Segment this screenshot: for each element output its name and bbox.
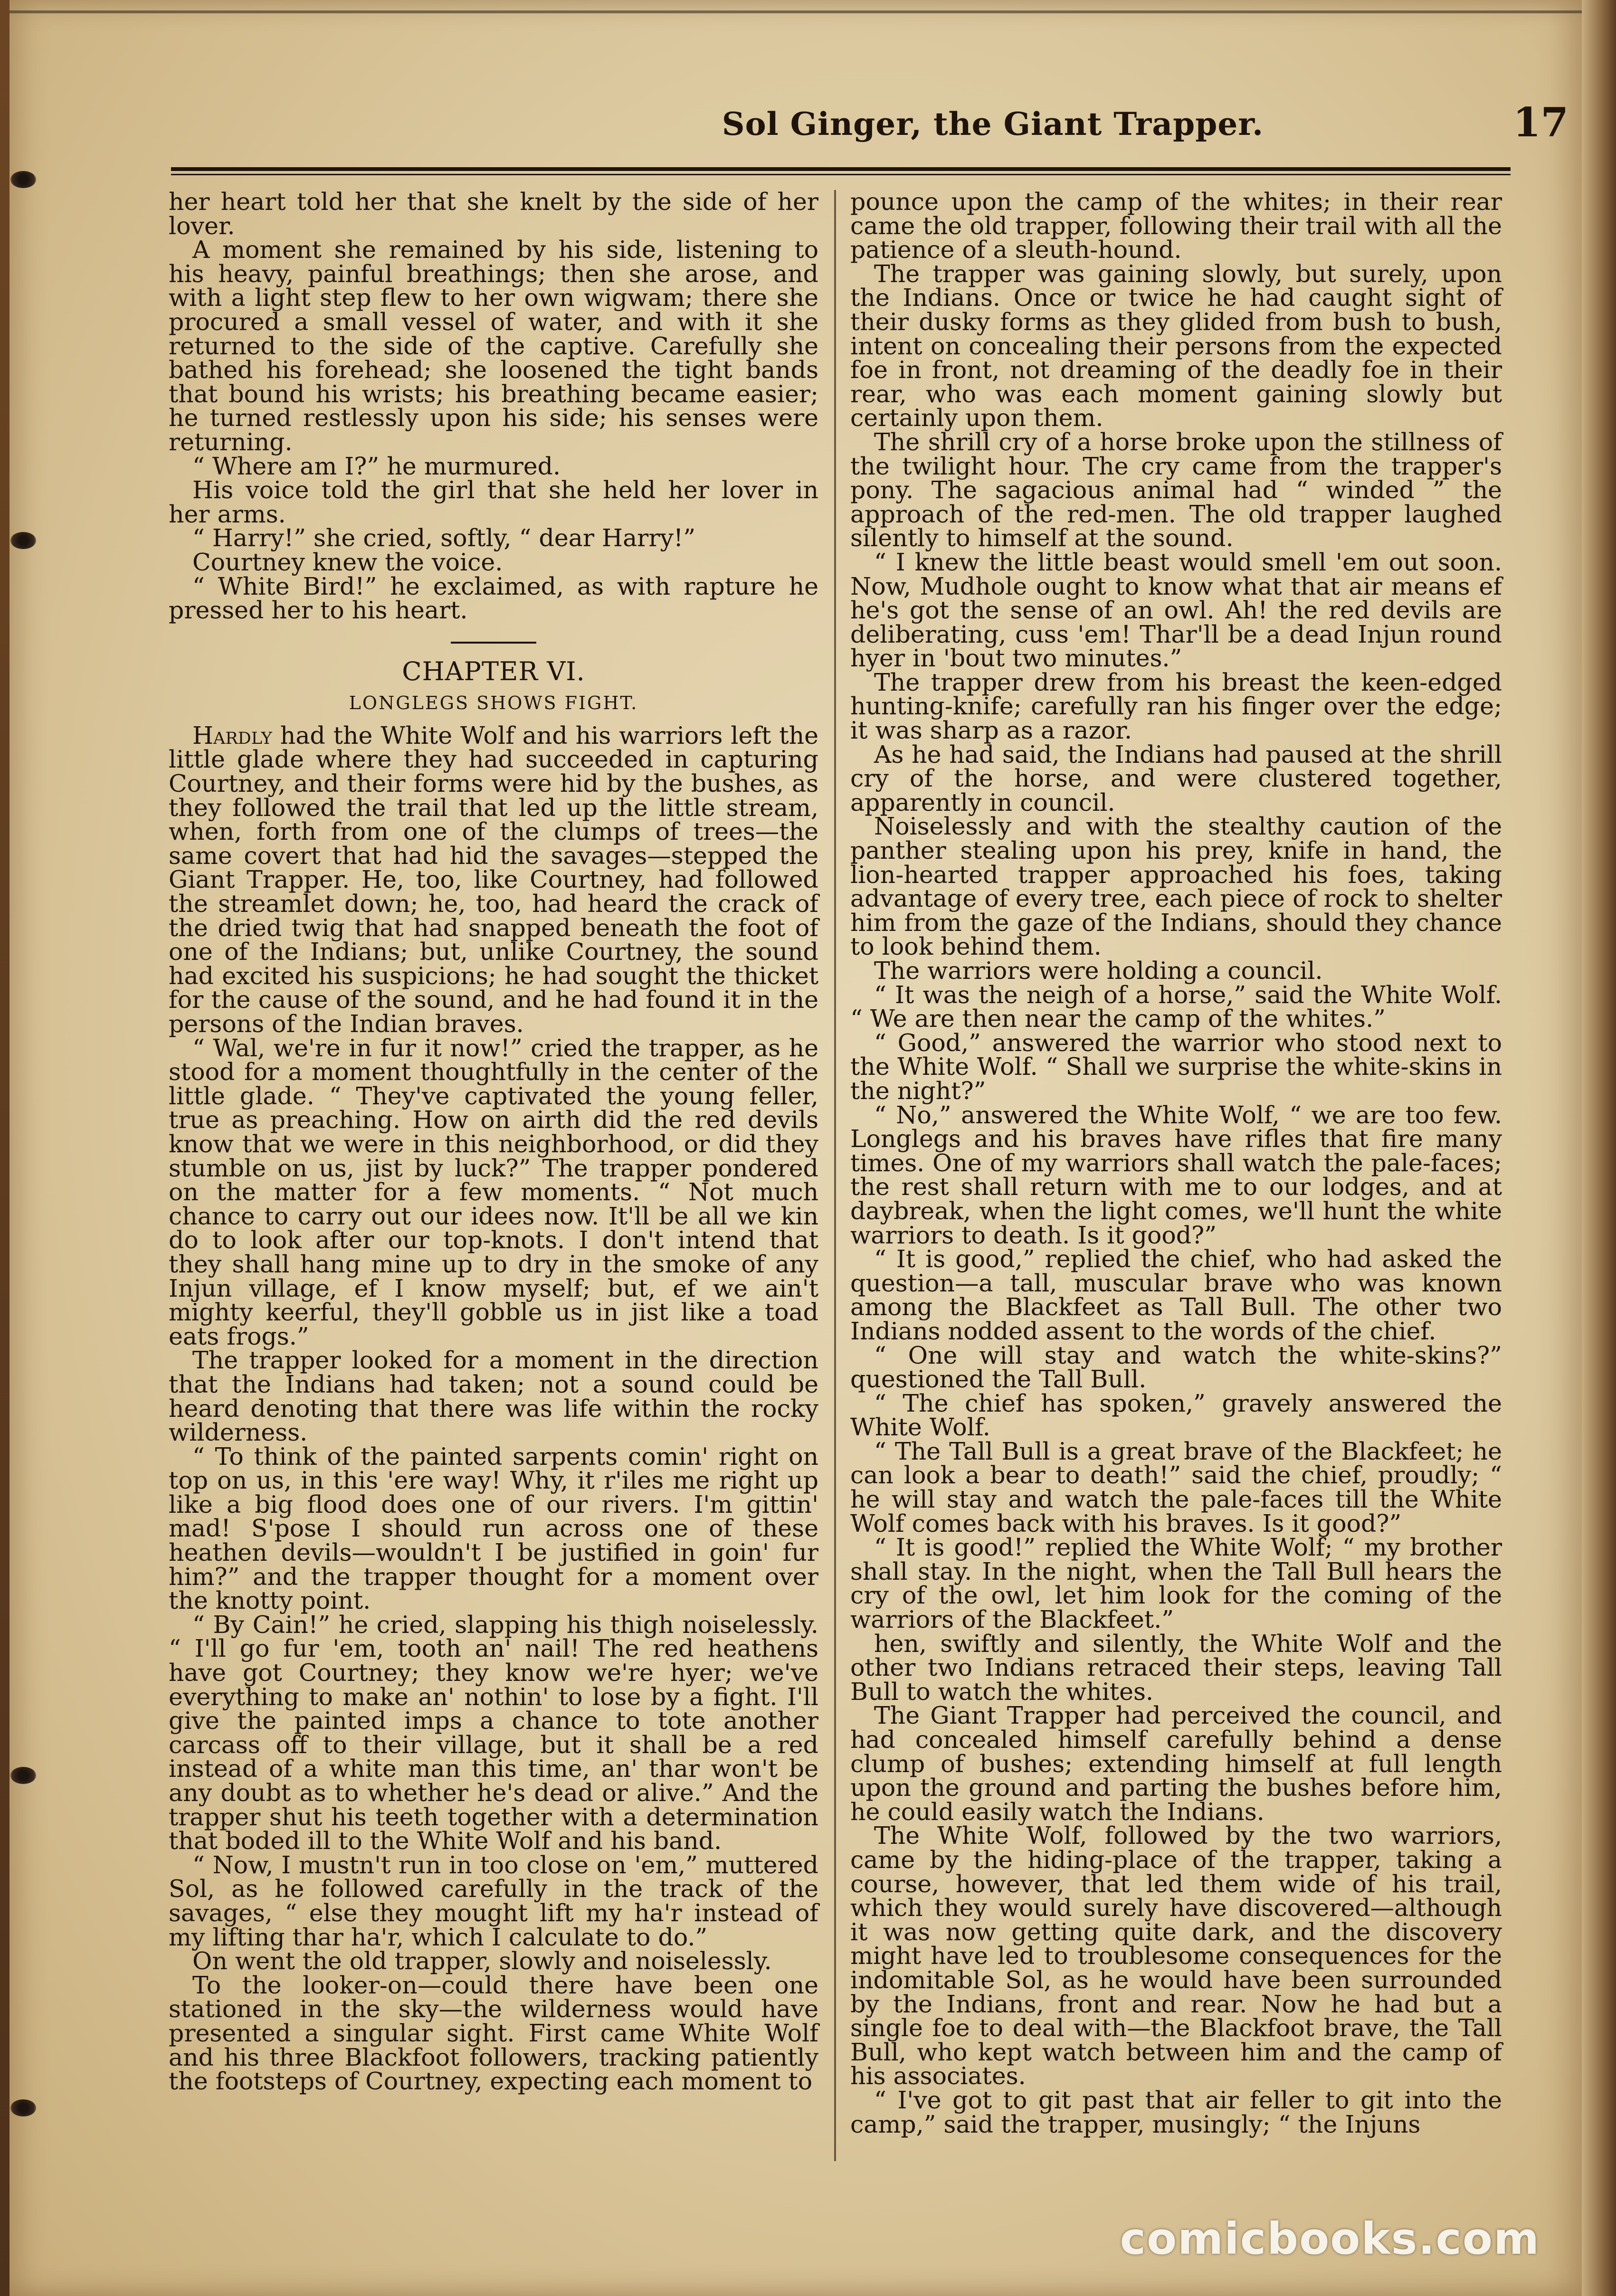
paragraph: The warriors were holding a council. [874, 957, 1323, 985]
paragraph: The trapper was gaining slowly, but surely, upon the Indians. Once or twice he had caught sight of their dusky forms as they glided from bush to bush, intent on concealing their persons from the expected foe in front, not dreaming of the deadly foe in their rear, who was each moment gaining slowly but certainly upon them. [850, 259, 1502, 432]
paragraph: “ The Tall Bull is a great brave of the Blackfeet; he can look a bear to death!” said the chief, proudly; “ he will stay and watch the pale-faces till the White Wolf comes back with his braves. Is it good?” [850, 1437, 1502, 1537]
paragraph: The trapper drew from his breast the keen-edged hunting-knife; carefully ran his finger over the edge; it was sharp as a razor. [850, 668, 1502, 745]
page-edge [1582, 0, 1616, 2296]
paragraph: her heart told her that she knelt by the side of her lover. [169, 188, 818, 240]
top-edge-rule [10, 10, 1582, 13]
paragraph-text: had the White Wolf and his warriors left the little glade where they had succeeded in capturing Courtney, and their forms were hid by the bushes, as they followed the trail that led up the little stream, when, forth from one of the clumps of trees—the same covert that had hid the savages—stepped the Giant Trapper. He, too, like Courtney, had followed the streamlet down; he, too, had heard the crack of the dried twig that had snapped beneath the foot of one of the Indians; but, unlike Courtney, the sound had excited his suspicions; he had sought the thicket for the cause of the sound, and he had found it in the persons of the Indian braves. [169, 721, 818, 1038]
chapter-subtitle: LONGLEGS SHOWS FIGHT. [349, 693, 638, 714]
running-title: Sol Ginger, the Giant Trapper. [722, 105, 1264, 142]
chapter-title: CHAPTER VI. [169, 642, 818, 684]
paragraph: His voice told the girl that she held her lover in her arms. [169, 476, 818, 528]
paragraph: “ Harry!” she cried, softly, “ dear Harry!” [192, 524, 696, 552]
paragraph: “ By Cain!” he cried, slapping his thigh noiselessly. “ I'll go fur 'em, tooth an' nail! The red heathens have got Courtney; they know we're hyer; we've everything to make an' nothin' to lose by a fight. I'll give the painted imps a chance to tote another carcass off to their village, but it shall be a red instead of a white man this time, an' thar won't be any doubt as to whether he's dead or alive.” And the trapper shut his teeth together with a determination that boded ill to the White Wolf and his band. [169, 1610, 818, 1855]
page-number: 17 [1513, 99, 1568, 146]
paragraph: “ Wal, we're in fur it now!” cried the trapper, as he stood for a moment thoughtfully in the center of the little glade. “ They've captivated the young feller, true as preaching. How on airth did the red devils know that we were in this neighborhood, or did they stumble on us, jist by luck?” The trapper pondered on the matter for a few moments. “ Not much chance to carry out our idees now. It'll be all we kin do to look after our top-knots. I don't intend that they shall hang mine up to dry in the smoke of any Injun village, ef I know myself; but, ef we ain't mighty keerful, they'll gobble us in jist like a toad eats frogs.” [169, 1034, 818, 1350]
paragraph: As he had said, the Indians had paused at the shrill cry of the horse, and were clustered together, apparently in council. [850, 740, 1502, 816]
paragraph: “ Now, I mustn't run in too close on 'em,” muttered Sol, as he followed carefully in the track of the savages, “ else they mought lift my ha'r instead of my lifting thar ha'r, which I calculate to do.” [169, 1850, 818, 1951]
paragraph: “ One will stay and watch the white-skins?” questioned the Tall Bull. [850, 1341, 1502, 1394]
paragraph: The shrill cry of a horse broke upon the stillness of the twilight hour. The cry came from the trapper's pony. The sagacious animal had “ winded ” the approach of the red-men. The old trapper laughed silently to himself at the sound. [850, 427, 1502, 552]
paragraph: On went the old trapper, slowly and noiselessly. [192, 1947, 772, 1975]
binding-hole [10, 1767, 36, 1784]
paragraph: The White Wolf, followed by the two warriors, came by the hiding-place of the trapper, taking a course, however, that led them wide of his trail, which they would surely have discovered—although it was now getting quite dark, and the discovery might have led to troublesome consequences for the indomitable Sol, as he would have been surrounded by the Indians, front and rear. Now he had but a single foe to deal with—the Blackfoot brave, the Tall Bull, who kept watch between him and the camp of his associates. [850, 1822, 1502, 2090]
paragraph: “ To think of the painted sarpents comin' right on top on us, in this 'ere way! Why, it r'iles me right up like a big flood does one of our rivers. I'm gittin' mad! S'pose I should run across one of these heathen devils—wouldn't I be justified in goin' fur him?” and the trapper thought for a moment over the knotty point. [169, 1442, 818, 1615]
paragraph: A moment she remained by his side, listening to his heavy, painful breathings; then she arose, and with a light step flew to her own wigwam; there she procured a small vessel of water, and with it she returned to the side of the captive. Carefully she bathed his forehead; she loosened the tight bands that bound his wrists; his breathing became easier; he turned restlessly upon his side; his senses were returning. [169, 236, 818, 456]
lead-word: Hardly [192, 721, 272, 750]
paragraph [169, 721, 818, 1038]
paragraph: The trapper looked for a moment in the direction that the Indians had taken; not a sound could be heard denoting that there was life within the rocky wilderness. [169, 1346, 818, 1447]
paragraph: “ Where am I?” he murmured. [192, 452, 561, 480]
binding-hole [10, 171, 36, 188]
binding-hole [10, 2099, 36, 2116]
site-watermark: comicbooks.com [1120, 2213, 1540, 2264]
paragraph: Courtney knew the voice. [192, 548, 503, 576]
paragraph: Noiselessly and with the stealthy caution of the panther stealing upon his prey, knife in hand, the lion-hearted trapper approached his foes, taking advantage of every tree, each piece of rock to shelter him from the gaze of the Indians, should they chance to look behind them. [850, 812, 1502, 961]
header-rule [171, 167, 1511, 171]
paragraph: “ White Bird!” he exclaimed, as with rapture he pressed her to his heart. [169, 572, 818, 625]
right-column [850, 190, 1502, 2136]
paragraph: “ I knew the little beast would smell 'em out soon. Now, Mudhole ought to know what that air means ef he's got the sense of an owl. Ah! the red devils are deliberating, cuss 'em! Thar'll be a dead Injun round hyer in 'bout two minutes.” [850, 548, 1502, 673]
paragraph: “ It is good!” replied the White Wolf; “ my brother shall stay. In the night, when the Tall Bull hears the cry of the owl, let him look for the coming of the warriors of the Blackfeet.” [850, 1533, 1502, 1634]
column-divider [834, 190, 836, 2161]
paragraph: To the looker-on—could there have been one stationed in the sky—the wilderness would have presented a singular sight. First came White Wolf and his three Blackfoot followers, tracking patiently the footsteps of Courtney, expecting each moment to [169, 1971, 818, 2096]
paragraph: pounce upon the camp of the whites; in their rear came the old trapper, following their trail with all the patience of a sleuth-hound. [850, 188, 1502, 264]
header-rule [171, 174, 1511, 175]
paragraph: “ It was the neigh of a horse,” said the White Wolf. “ We are then near the camp of the whites.” [850, 980, 1502, 1033]
paragraph: “ Good,” answered the warrior who stood next to the White Wolf. “ Shall we surprise the white-skins in the night?” [850, 1028, 1502, 1105]
binding-hole [10, 532, 36, 549]
left-column [169, 190, 818, 2094]
paragraph: “ It is good,” replied the chief, who had asked the question—a tall, muscular brave who was known among the Blackfeet as Tall Bull. The other two Indians nodded assent to the words of the chief. [850, 1245, 1502, 1345]
paragraph: “ I've got to git past that air feller to git into the camp,” said the trapper, musingly; “ the Injuns [850, 2086, 1502, 2138]
paragraph: “ No,” answered the White Wolf, “ we are too few. Longlegs and his braves have rifles that fire many times. One of my warriors shall watch the pale-faces; the rest shall return with me to our lodges, and at daybreak, when the light comes, we'll hunt the white warriors to death. Is it good?” [850, 1101, 1502, 1249]
paragraph: hen, swiftly and silently, the White Wolf and the other two Indians retraced their steps, leaving Tall Bull to watch the whites. [850, 1629, 1502, 1706]
paragraph: The Giant Trapper had perceived the council, and had concealed himself carefully behind a dense clump of bushes; extending himself at full length upon the ground and parting the bushes before him, he could easily watch the Indians. [850, 1701, 1502, 1826]
paragraph: “ The chief has spoken,” gravely answered the White Wolf. [850, 1389, 1502, 1442]
